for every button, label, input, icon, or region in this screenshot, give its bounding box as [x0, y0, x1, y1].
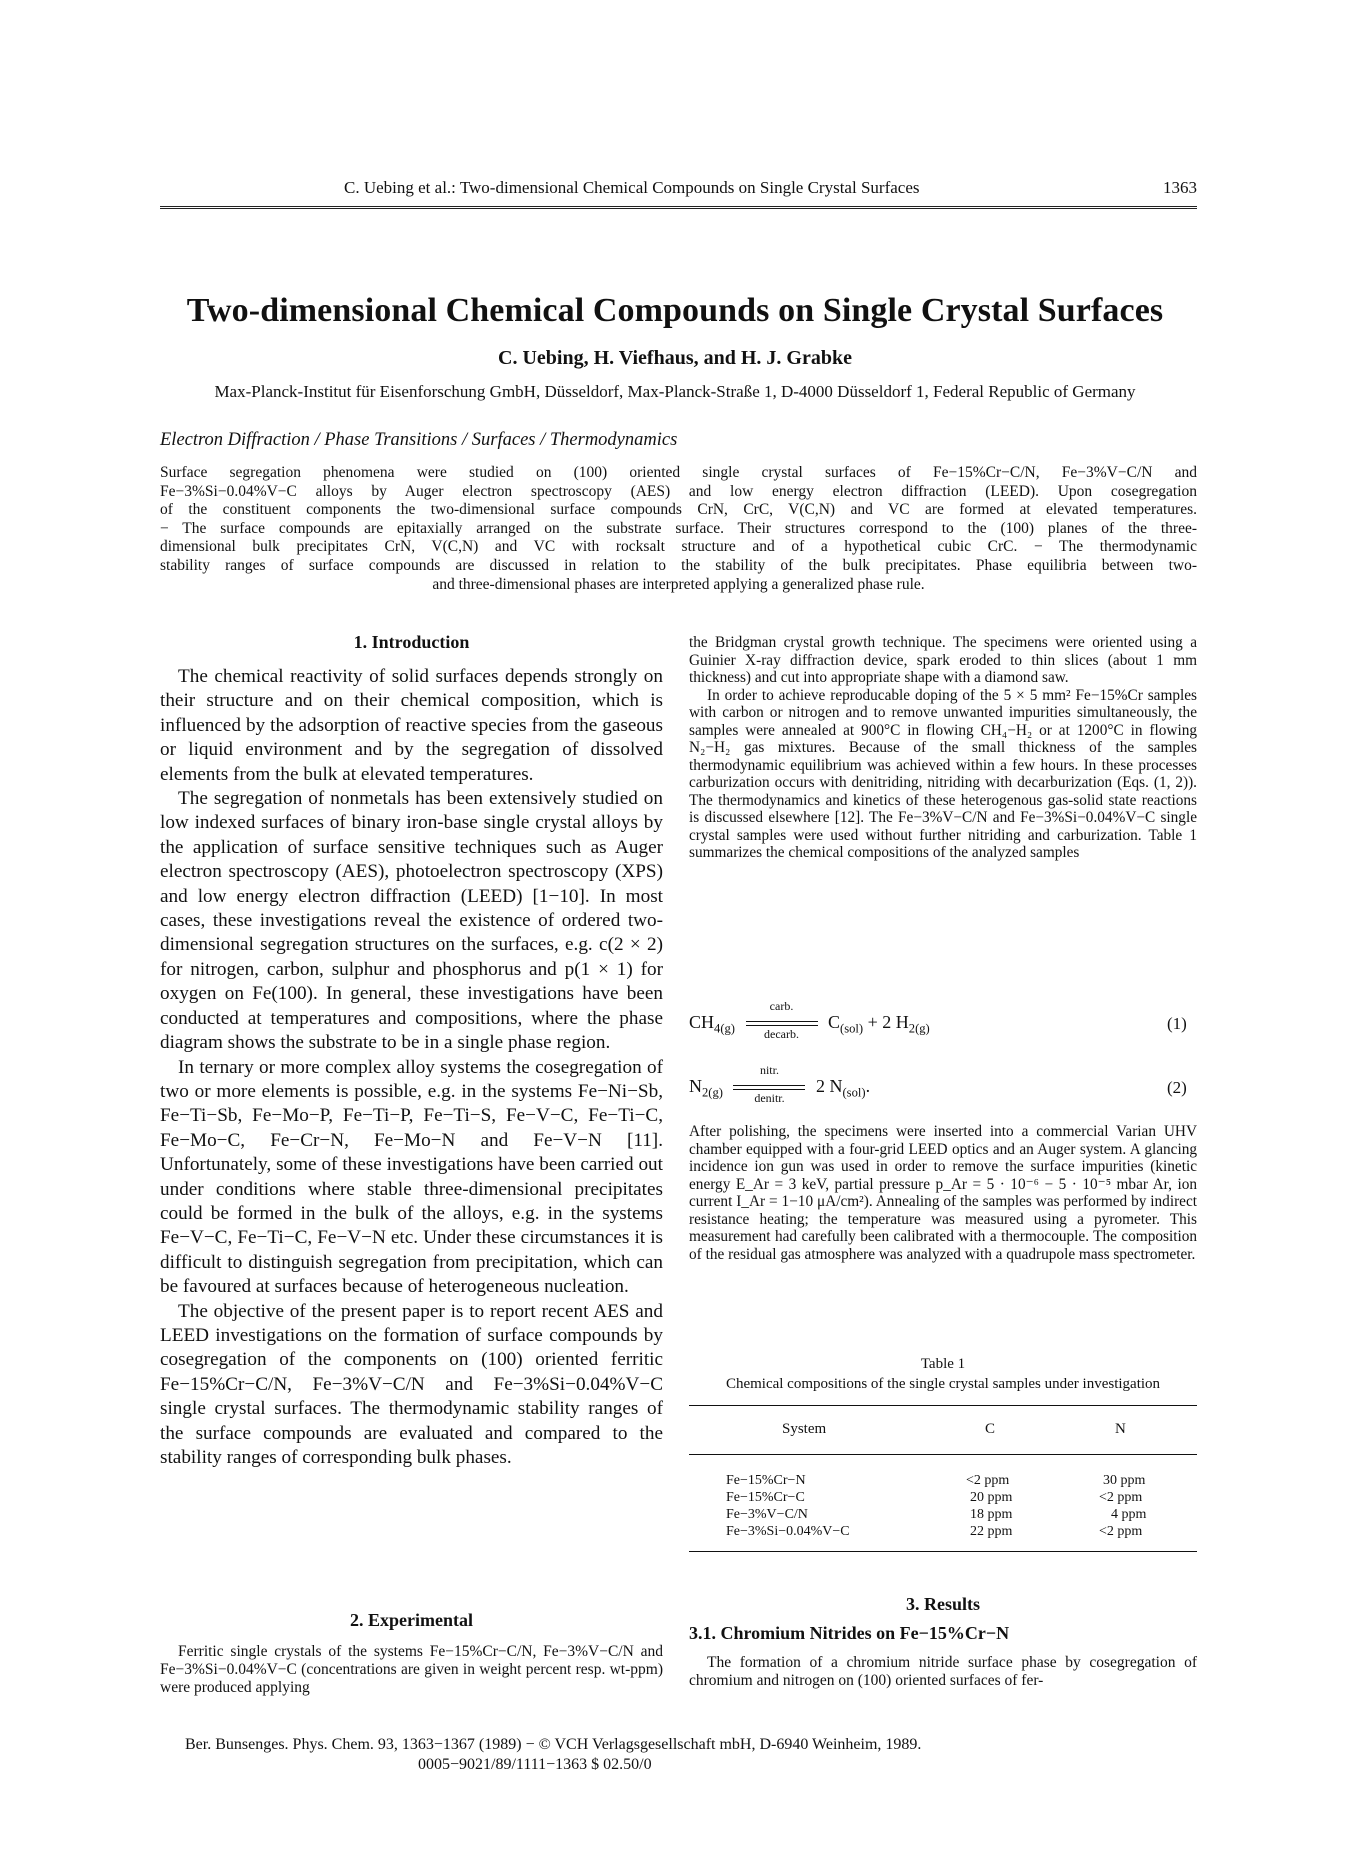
- intro-paragraph-2: The segregation of nonmetals has been extensively studied on low indexed surfaces of binary iron-base single crystal alloys by the application of surface sensitive techniques such as Auger electron spectroscopy (AES), photoelectron spectroscopy (XPS) and low energy electron diffraction (LEED) [1−10]. In most cases, these investigations reveal the existence of ordered two-dimensional segregation structures on the surfaces, e.g. c(2 × 2) for nitrogen, carbon, sulphur and phosphorus and p(1 × 1) for oxygen on Fe(100). In general, these investigations have been conducted at temperatures and compositions, where the phase diagram shows the substrate to be in a single phase region.: [160, 788, 663, 1054]
- abstract-line: Surface segregation phenomena were studied on (100) oriented single crystal surfaces of Fe−15%Cr−C/N, Fe−3%V−C/N and: [160, 464, 1197, 481]
- table-top-rule: [689, 1405, 1197, 1406]
- experimental-heading: 2. Experimental: [350, 1610, 473, 1630]
- results-heading: 3. Results: [905, 1594, 980, 1614]
- experimental-paragraph-1-cont: the Bridgman crystal growth technique. The specimens were oriented using a Guinier X-ray diffraction device, spark eroded to thin slices (about 1 mm thickness) and cut into appropriate shape with a diamond saw.: [689, 634, 1197, 686]
- equation-1-number: (1): [1167, 1014, 1187, 1033]
- experimental-paragraph-1: Ferritic single crystals of the systems Fe−15%Cr−C/N, Fe−3%V−C/N and Fe−3%Si−0.04%V−C (concentrations are given in weight percent resp. wt-ppm) were produced applying: [160, 1643, 663, 1696]
- citation-footer: [185, 1735, 921, 1775]
- citation-line: Ber. Bunsenges. Phys. Chem. 93, 1363−1367 (1989) − © VCH Verlagsgesellschaft mbH, D-6940 Weinheim, 1989.: [185, 1736, 922, 1753]
- introduction-heading: 1. Introduction: [353, 632, 470, 652]
- abstract-line: Fe−3%Si−0.04%V−C alloys by Auger electron spectroscopy (AES) and low energy electron diffraction (LEED). Upon cosegregation: [160, 482, 1197, 500]
- abstract-line: dimensional bulk precipitates CrN, V(C,N) and VC with rocksalt structure and of a hypothetical cubic CrC. − The thermodynamic: [160, 538, 1197, 556]
- paper-title: Two-dimensional Chemical Compounds on Single Crystal Surfaces: [186, 292, 1164, 329]
- page-number: 1363: [1163, 178, 1197, 197]
- running-title: C. Uebing et al.: Two-dimensional Chemical Compounds on Single Crystal Surfaces: [344, 178, 920, 197]
- table-header-system: System: [782, 1421, 827, 1437]
- equation-2: $N_{2(g)}$ nitr. denitr. 2 $N_{(sol)}$.: [689, 1062, 871, 1105]
- intro-paragraph-3: In ternary or more complex alloy systems the cosegregation of two or more elements is possible, e.g. in the systems Fe−Ni−Sb, Fe−Ti−Sb, Fe−Mo−P, Fe−Ti−P, Fe−Ti−S, Fe−V−C, Fe−Ti−C, Fe−Mo−C, Fe−Cr−N, Fe−Mo−N and Fe−V−N [11]. Unfortunately, some of these investigations have been carried out under conditions where stable three-dimensional precipitates could be formed in the bulk of the alloys, e.g. in the systems Fe−V−C, Fe−Ti−C, Fe−V−N etc. Under these circumstances it is difficult to distinguish segregation from precipitation, which can be favoured at surfaces because of heterogeneous nucleation.: [160, 1056, 663, 1298]
- table-label: Table 1: [920, 1356, 966, 1372]
- issn-line: 0005−9021/89/1111−1363 $ 02.50/0: [418, 1756, 652, 1773]
- running-header: [160, 178, 1197, 207]
- abstract-line: and three-dimensional phases are interpreted applying a generalized phase rule.: [432, 575, 925, 593]
- table-caption: Chemical compositions of the single crystal samples under investigation: [725, 1376, 1161, 1392]
- equilibrium-arrow: nitr. denitr.: [733, 1077, 805, 1099]
- intro-paragraph-1: The chemical reactivity of solid surfaces depends strongly on their structure and on their chemical composition, which is influenced by the adsorption of reactive species from the gaseous or liquid environment and by the segregation of dissolved elements from the bulk at elevated temperatures.: [160, 666, 663, 785]
- header-rule: [160, 208, 1197, 209]
- experimental-paragraph-2: In order to achieve reproducable doping of the 5 × 5 mm² Fe−15%Cr samples with carbon or nitrogen and to remove unwanted impurities simultaneously, the samples were annealed at 900°C in flowing CH₄−H₂ or at 1200°C in flowing N₂−H₂ gas mixtures. Because of the small thickness of the samples thermodynamic equilibrium was achieved within a few hours. In these processes carburization occurs with denitriding, nitriding with decarburization (Eqs. (1, 2)). The thermodynamics and kinetics of these heterogenous gas-solid state reactions is discussed elsewhere [12]. The Fe−3%V−C/N and Fe−3%Si−0.04%V−C single crystal samples were used without further nitriding and carburization. Table 1 summarizes the chemical compositions of the analyzed samples: [689, 686, 1197, 861]
- keywords: Electron Diffraction / Phase Transitions / Surfaces / Thermodynamics: [160, 430, 678, 450]
- affiliation: Max-Planck-Institut für Eisenforschung GmbH, Düsseldorf, Max-Planck-Straße 1, D-4000 Düsseldorf 1, Federal Republic of Germany: [214, 382, 1136, 401]
- experimental-continued: [689, 634, 1197, 862]
- results-section: [689, 1594, 1197, 1690]
- results-subheading: 3.1. Chromium Nitrides on Fe−15%Cr−N: [689, 1623, 1010, 1643]
- abstract-line: stability ranges of surface compounds are discussed in relation to the stability of the bulk precipitates. Phase equilibria between two-: [160, 556, 1197, 574]
- table-header-c: C: [985, 1421, 996, 1437]
- equation-2-number: (2): [1167, 1078, 1187, 1097]
- experimental-section: [160, 1610, 663, 1696]
- abstract-line: of the constituent components the two-dimensional surface compounds CrN, CrC, V(C,N) and VC are formed at elevated temperatures.: [160, 501, 1197, 519]
- authors: C. Uebing, H. Viefhaus, and H. J. Grabke: [498, 347, 852, 369]
- equilibrium-arrow: carb. decarb.: [746, 1013, 818, 1035]
- equation-1: $CH_{4(g)}$ carb. decarb. $C_{(sol)} + 2$ $H_{2(g)}$: [689, 998, 930, 1041]
- abstract-line: − The surface compounds are epitaxially arranged on the substrate surface. Their structures correspond to the (100) planes of the three-: [160, 519, 1197, 537]
- experimental-paragraph-3-block: [689, 1123, 1197, 1263]
- introduction-section: [160, 632, 663, 1470]
- results-paragraph-1: The formation of a chromium nitride surface phase by cosegregation of chromium and nitrogen on (100) oriented surfaces of fer-: [689, 1654, 1197, 1689]
- experimental-paragraph-3: After polishing, the specimens were inserted into a commercial Varian UHV chamber equipped with a four-grid LEED optics and an Auger system. A glancing incidence ion gun was used in order to remove the surface impurities (kinetic energy E_Ar = 3 keV, partial pressure p_Ar = 5 · 10⁻⁶ − 5 · 10⁻⁵ mbar Ar, ion current I_Ar = 1−10 μA/cm²). Annealing of the samples was performed by indirect resistance heating; the temperature was measured using a pyrometer. This measurement had carefully been calibrated with a thermocouple. The composition of the residual gas atmosphere was analyzed with a quadrupole mass spectrometer.: [689, 1123, 1197, 1263]
- intro-paragraph-4: The objective of the present paper is to report recent AES and LEED investigations on the formation of surface compounds by cosegregation of the components on (100) oriented ferritic Fe−15%Cr−C/N, Fe−3%V−C/N and Fe−3%Si−0.04%V−C single crystal surfaces. The thermodynamic stability ranges of the surface compounds are evaluated and compared to the stability ranges of corresponding bulk phases.: [160, 1300, 663, 1468]
- table-header-rule: [689, 1454, 1197, 1455]
- abstract: [160, 464, 1197, 594]
- table-header-n: N: [1115, 1421, 1126, 1437]
- table-bottom-rule: [689, 1551, 1197, 1552]
